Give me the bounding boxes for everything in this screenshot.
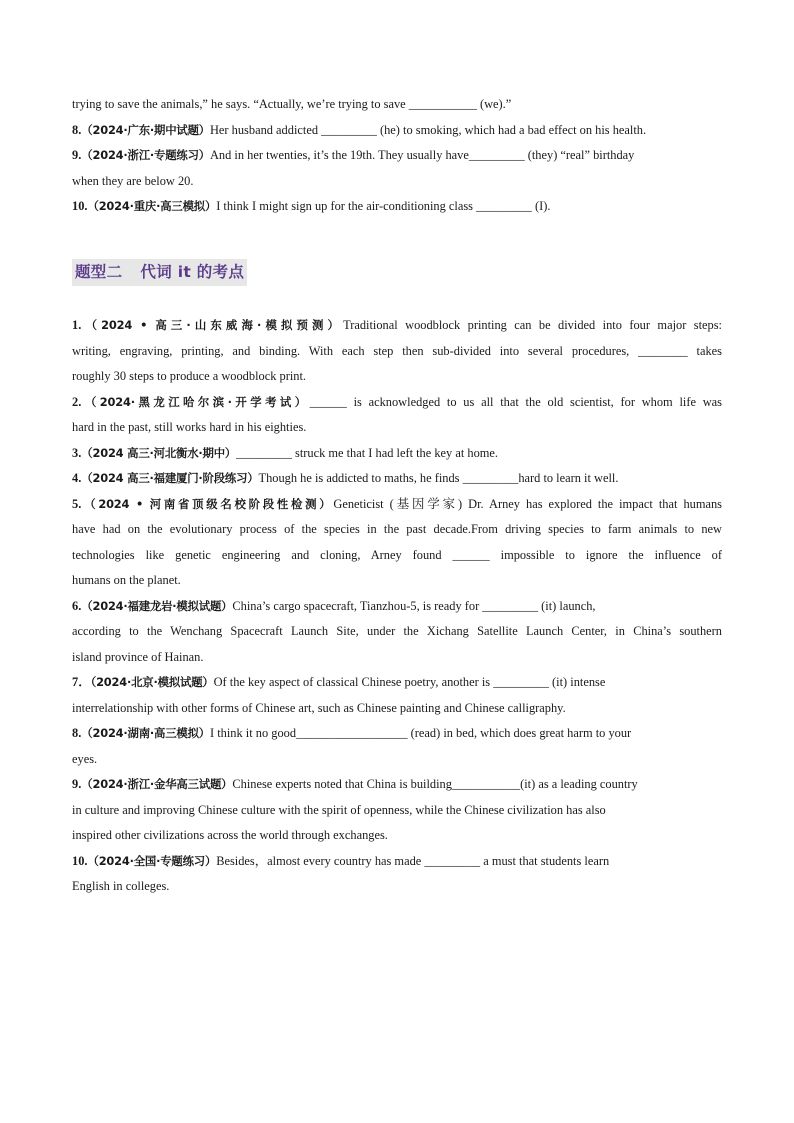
question-source: （2024·黑龙江哈尔滨·开学考试） bbox=[81, 394, 310, 409]
question-text: Chinese experts noted that China is building___________(it) as a leading country bbox=[232, 777, 638, 791]
question-line bbox=[72, 568, 722, 594]
question-source: （2024·湖南·高三模拟） bbox=[81, 726, 210, 740]
question-text: Though he is addicted to maths, he finds _________hard to learn it well. bbox=[258, 471, 619, 485]
question-line bbox=[72, 466, 722, 492]
question-line bbox=[72, 670, 722, 696]
question-line bbox=[72, 364, 722, 390]
question-text: when they are below 20. bbox=[72, 173, 194, 188]
question-number: 2. bbox=[72, 394, 82, 409]
question-source: （2024 • 河南省顶级名校阶段性检测） bbox=[81, 496, 334, 511]
question-line bbox=[72, 721, 722, 747]
question-line bbox=[72, 118, 722, 144]
section-2-questions bbox=[72, 313, 722, 900]
question-source: （2024 • 高三·山东威海·模拟预测） bbox=[81, 318, 344, 332]
question-text: according to the Wenchang Spacecraft Launch Site, under the Xichang Satellite Launch Center, in China’s southern bbox=[72, 624, 722, 638]
question-text: roughly 30 steps to produce a woodblock print. bbox=[72, 369, 307, 383]
question-text: writing, engraving, printing, and binding. With each step then sub-divided into several procedures, ________ takes bbox=[72, 343, 722, 358]
question-line bbox=[72, 390, 722, 416]
section-1-questions bbox=[72, 92, 722, 220]
question-text: humans on the planet. bbox=[72, 573, 181, 587]
question-text: Of the key aspect of classical Chinese poetry, another is _________ (it) intense bbox=[213, 675, 606, 689]
question-text: English in colleges. bbox=[72, 879, 170, 893]
question-line bbox=[72, 415, 722, 441]
question-source: （2024 高三·河北衡水·期中） bbox=[81, 445, 237, 460]
question-line bbox=[72, 645, 722, 671]
question-line bbox=[72, 772, 722, 798]
question-number: 1. bbox=[72, 318, 82, 332]
question-source: （2024·福建龙岩·模拟试题） bbox=[81, 598, 233, 613]
question-line bbox=[72, 594, 722, 620]
question-line bbox=[72, 543, 722, 569]
question-text: Besides，almost every country has made _________ a must that students learn bbox=[216, 853, 610, 868]
question-line bbox=[72, 696, 722, 722]
question-line bbox=[72, 874, 722, 900]
question-text: island province of Hainan. bbox=[72, 649, 204, 664]
question-line bbox=[72, 823, 722, 849]
question-text: I think it no good__________________ (read) in bed, which does great harm to your bbox=[209, 726, 632, 740]
question-text: trying to save the animals,” he says. “Actually, we’re trying to save ___________ (we).” bbox=[72, 97, 512, 111]
question-number: 6. bbox=[72, 598, 82, 613]
question-text: interrelationship with other forms of Chinese art, such as Chinese painting and Chinese calligraphy. bbox=[72, 700, 566, 715]
question-number: 4. bbox=[72, 471, 82, 485]
question-line bbox=[72, 441, 722, 467]
question-line bbox=[72, 517, 722, 543]
question-line bbox=[72, 798, 722, 824]
section-heading-type: 题型二 bbox=[75, 263, 123, 281]
question-number: 3. bbox=[72, 445, 82, 460]
question-text: Traditional woodblock printing can be divided into four major steps: bbox=[343, 318, 722, 332]
question-line bbox=[72, 313, 722, 339]
question-text: I think I might sign up for the air-conditioning class _________ (I). bbox=[216, 199, 551, 213]
question-text: ______ is acknowledged to us all that the old scientist, for whom life was bbox=[309, 394, 722, 409]
question-text: have had on the evolutionary process of the species in the past decade.From driving species to farm animals to new bbox=[72, 522, 722, 536]
question-line bbox=[72, 339, 722, 365]
question-source: （2024·重庆·高三模拟） bbox=[87, 199, 217, 213]
question-number: 8. bbox=[72, 122, 82, 137]
question-line bbox=[72, 169, 722, 195]
question-source: （2024·广东·期中试题） bbox=[81, 122, 210, 137]
question-source: （2024·北京·模拟试题） bbox=[90, 675, 214, 689]
section-heading bbox=[72, 259, 247, 286]
question-source: （2024 高三·福建厦门·阶段练习） bbox=[81, 471, 259, 485]
question-line bbox=[72, 194, 722, 220]
question-text: Her husband addicted _________ (he) to smoking, which had a bad effect on his health. bbox=[209, 122, 647, 137]
question-text: China’s cargo spacecraft, Tianzhou-5, is ready for _________ (it) launch, bbox=[232, 598, 596, 613]
question-text: Geneticist (基因学家) Dr. Arney has explored the impact that humans bbox=[333, 496, 722, 511]
question-text: hard in the past, still works hard in his eighties. bbox=[72, 420, 307, 434]
question-text: technologies like genetic engineering and cloning, Arney found ______ impossible to ignore the influence of bbox=[72, 547, 722, 562]
question-source: （2024·浙江·专题练习） bbox=[81, 148, 210, 162]
question-number: 10. bbox=[72, 853, 88, 868]
question-number: 10. bbox=[72, 199, 88, 213]
question-number: 5. bbox=[72, 496, 82, 511]
question-text: inspired other civilizations across the world through exchanges. bbox=[72, 828, 388, 842]
question-line bbox=[72, 849, 722, 875]
question-number: 9. bbox=[72, 148, 82, 162]
question-text: in culture and improving Chinese culture with the spirit of openness, while the Chinese civilization has also bbox=[72, 802, 606, 817]
question-line bbox=[72, 747, 722, 773]
question-number: 7． bbox=[72, 675, 91, 689]
question-text: eyes. bbox=[72, 751, 98, 766]
question-number: 9. bbox=[72, 777, 82, 791]
question-line bbox=[72, 492, 722, 518]
question-source: （2024·浙江·金华高三试题） bbox=[81, 777, 233, 791]
question-line bbox=[72, 619, 722, 645]
question-source: （2024·全国·专题练习） bbox=[87, 853, 217, 868]
question-text: And in her twenties, it’s the 19th. They usually have_________ (they) “real” birthday bbox=[209, 148, 635, 162]
section-heading-title: 代词 it 的考点 bbox=[140, 263, 245, 281]
question-number: 8. bbox=[72, 726, 82, 740]
question-text: _________ struck me that I had left the key at home. bbox=[236, 445, 498, 460]
question-line bbox=[72, 143, 722, 169]
question-line bbox=[72, 92, 722, 118]
